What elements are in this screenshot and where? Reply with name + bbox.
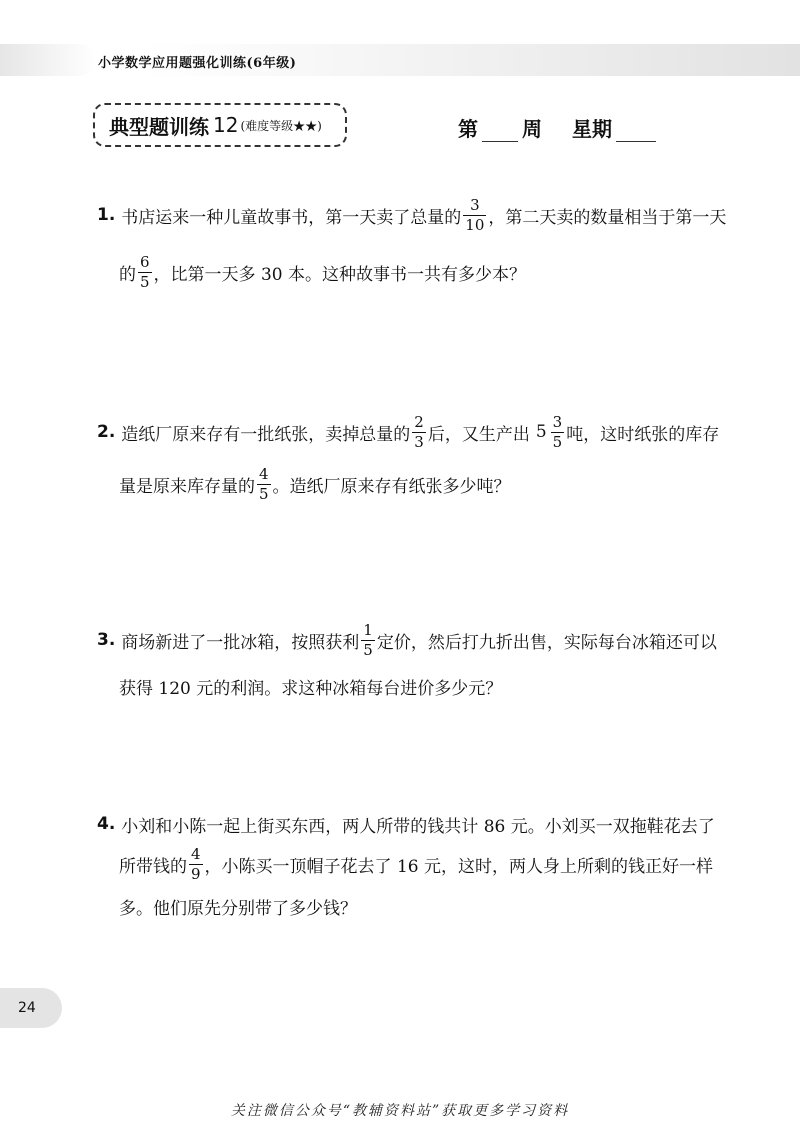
text: 所带钱的	[119, 856, 187, 877]
difficulty-label: (难度等级★★)	[240, 118, 322, 133]
problem-4-line-1	[97, 804, 715, 844]
problem-2-line-2	[119, 464, 511, 504]
text: 小刘和小陈一起上街买东西，两人所带的钱共计 86 元。小刘买一双拖鞋花去了	[121, 816, 715, 837]
fraction: $\frac{1}{5}$	[363, 620, 373, 659]
week-day-fields	[458, 113, 656, 142]
fraction: $\frac{3}{10}$	[465, 195, 485, 234]
text: 的	[119, 264, 136, 285]
weekday-label: 星期	[572, 117, 612, 141]
week-suffix: 周	[522, 117, 542, 141]
problem-number: 2.	[97, 422, 116, 442]
problem-3-line-1	[97, 620, 717, 660]
problem-number: 1.	[97, 205, 116, 225]
text: 商场新进了一批冰箱，按照获利	[121, 632, 360, 653]
section-title: 典型题训练	[109, 114, 209, 139]
section-number: 12	[213, 113, 239, 137]
footer-note: 关注微信公众号“教辅资料站”获取更多学习资料	[230, 1103, 570, 1119]
text: ，小陈买一顶帽子花去了 16 元，这时，两人身上所剩的钱正好一样	[204, 856, 713, 877]
fraction: $\frac{2}{3}$	[414, 412, 424, 451]
problem-number: 4.	[97, 814, 116, 834]
mixed-whole: 5	[535, 422, 547, 442]
section-title-box	[93, 103, 347, 147]
text: 多。他们原先分别带了多少钱？	[119, 898, 357, 919]
problem-number: 3.	[97, 630, 116, 650]
text: 获得 120 元的利润。求这种冰箱每台进价多少元？	[119, 678, 503, 699]
problem-4-line-2	[119, 844, 713, 884]
text: 定价，然后打九折出售，实际每台冰箱还可以	[376, 632, 717, 653]
text: 量是原来库存量的	[119, 476, 255, 497]
fraction: $\frac{6}{5}$	[140, 252, 150, 291]
weekday-blank[interactable]	[616, 119, 656, 142]
text: 吨，这时纸张的库存	[566, 424, 720, 445]
text: ，比第一天多 30 本。这种故事书一共有多少本？	[153, 264, 526, 285]
problem-1-line-1	[97, 195, 726, 235]
problem-3-line-2	[119, 666, 502, 706]
text: 造纸厂原来存有一批纸张，卖掉总量的	[121, 424, 411, 445]
problem-1-line-2	[119, 252, 526, 292]
text: 后，又生产出	[427, 424, 530, 445]
fraction: $\frac{4}{9}$	[191, 844, 201, 883]
fraction: $\frac{3}{5}$	[552, 412, 563, 451]
fraction: $\frac{4}{5}$	[259, 464, 269, 503]
problem-2-line-1	[97, 412, 719, 452]
problem-4-line-3	[119, 886, 357, 926]
text: ，第二天卖的数量相当于第一天	[488, 207, 727, 228]
week-blank[interactable]	[482, 119, 518, 142]
text: 书店运来一种儿童故事书，第一天卖了总量的	[121, 207, 462, 228]
week-prefix: 第	[458, 117, 478, 141]
book-title: 小学数学应用题强化训练(6年级)	[98, 56, 297, 71]
text: 。造纸厂原来存有纸张多少吨？	[272, 476, 511, 497]
page-number: 24	[18, 1000, 36, 1016]
